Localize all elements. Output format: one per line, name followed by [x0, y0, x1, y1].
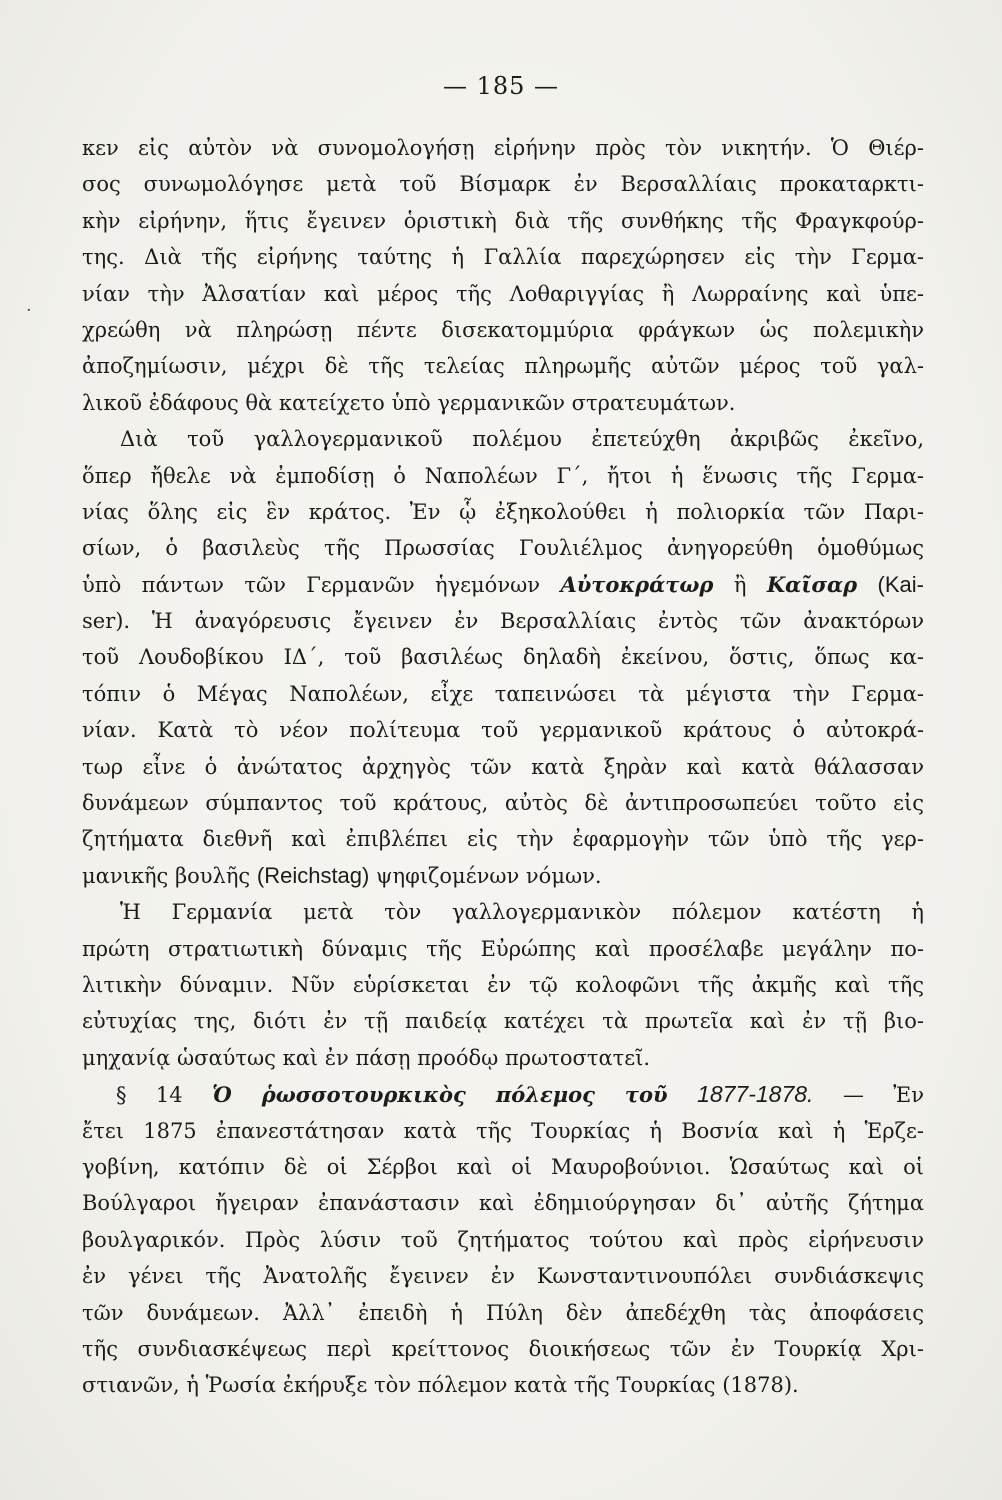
text-line: τῶν δυνάμεων. Ἀλλ᾿ ἐπειδὴ ἡ Πύλη δὲν ἀπεδέχθη τὰς ἀποφάσεις — [82, 1300, 924, 1325]
text-line: ζητήματα διεθνῆ καὶ ἐπιβλέπει εἰς τὴν ἐφαρμογὴν τῶν ὑπὸ τῆς γερ- — [82, 827, 924, 852]
text-line: βουλγαρικόν. Πρὸς λύσιν τοῦ ζητήματος τούτου καὶ πρὸς εἰρήνευσιν — [82, 1227, 924, 1252]
text-run: — Ἐν — [842, 1083, 924, 1108]
text-run: ψηφιζομένων νόμων. — [376, 863, 602, 888]
section-number: § 14 — [116, 1083, 183, 1108]
text-line: τῆς συνδιασκέψεως περὶ κρείττονος διοικήσεως τῶν ἐν Τουρκίᾳ Χρι- — [82, 1336, 924, 1361]
text-line: νίαν τὴν Ἀλσατίαν καὶ μέρος τῆς Λοθαριγγίας ἢ Λωρραίνης καὶ ὑπε- — [82, 281, 924, 306]
section-years: 1877-1878. — [697, 1081, 814, 1108]
text-line: της. Διὰ τῆς εἰρήνης ταύτης ἡ Γαλλία παρεχώρησεν εἰς τὴν Γερμα- — [82, 245, 924, 270]
text-line: χρεώθη νὰ πληρώσῃ πέντε δισεκατομμύρια φράγκων ὡς πολεμικὴν — [82, 317, 924, 342]
section-heading — [82, 1076, 924, 1112]
text-line: Βούλγαροι ἤγειραν ἐπανάστασιν καὶ ἐδημιούργησαν δι᾿ αὐτῆς ζήτημα — [82, 1191, 924, 1216]
text-line: στιανῶν, ἡ Ῥωσία ἐκήρυξε τὸν πόλεμον κατὰ τῆς Τουρκίας (1878). — [82, 1373, 799, 1398]
text-line: κεν εἰς αὐτὸν νὰ συνομολογήσῃ εἰρήνην πρὸς τὸν νικητήν. Ὁ Θιέρ- — [82, 136, 924, 160]
text-line: κὴν εἰρήνην, ἥτις ἔγεινεν ὁριστικὴ διὰ τῆς συνθήκης τῆς Φραγκφούρ- — [82, 208, 924, 233]
text-line: λιτικὴν δύναμιν. Νῦν εὑρίσκεται ἐν τῷ κολοφῶνι τῆς ἀκμῆς καὶ τῆς — [82, 972, 924, 997]
text-line: πρώτη στρατιωτικὴ δύναμις τῆς Εὐρώπης καὶ προσέλαβε μεγάλην πο- — [82, 936, 924, 961]
text-line: λικοῦ ἐδάφους θὰ κατείχετο ὑπὸ γερμανικῶν στρατευμάτων. — [82, 390, 736, 415]
text-line: ser). Ἡ ἀναγόρευσις ἔγεινεν ἐν Βερσαλλίαις ἐντὸς τῶν ἀνακτόρων — [82, 609, 924, 634]
text-line: τόπιν ὁ Μέγας Ναπολέων, εἶχε ταπεινώσει τὰ μέγιστα τὴν Γερμα- — [82, 681, 924, 706]
text-line: δυνάμεων σύμπαντος τοῦ κράτους, αὐτὸς δὲ ἀντιπροσωπεύει τοῦτο εἰς — [82, 791, 924, 816]
text-line-mixed — [82, 567, 924, 603]
text-line: νίαν. Κατὰ τὸ νέον πολίτευμα τοῦ γερμανικοῦ κράτους ὁ αὐτοκρά- — [82, 718, 924, 743]
section-title: Ὁ ῥωσσοτουρκικὸς πόλεμος τοῦ — [212, 1082, 668, 1108]
text-line: Διὰ τοῦ γαλλογερμανικοῦ πολέμου ἐπετεύχθη ἀκριβῶς ἐκεῖνο, — [120, 427, 924, 452]
latin-reichstag: (Reichstag) — [256, 862, 370, 888]
text-line: ὅπερ ἤθελε νὰ ἐμποδίσῃ ὁ Ναπολέων Γ΄, ἤτοι ἡ ἕνωσις τῆς Γερμα- — [82, 463, 924, 488]
body-text — [82, 130, 924, 1404]
text-run: μανικῆς βουλῆς — [82, 863, 251, 888]
text-line: μηχανίᾳ ὡσαύτως καὶ ἐν πάσῃ προόδῳ πρωτοστατεῖ. — [82, 1045, 651, 1070]
text-line: γοβίνη, κατόπιν δὲ οἱ Σέρβοι καὶ οἱ Μαυροβούνιοι. Ὡσαύτως καὶ οἱ — [82, 1154, 924, 1179]
page-number: — 185 — — [442, 72, 560, 100]
text-line: ἐν γένει τῆς Ἀνατολῆς ἔγεινεν ἐν Κωνσταντινουπόλει συνδιάσκεψις — [82, 1264, 924, 1289]
text-line: σος συνωμολόγησε μετὰ τοῦ Βίσμαρκ ἐν Βερσαλλίαις προκαταρκτι- — [82, 172, 924, 197]
emphasis-kaisar: Καῖσαρ — [766, 571, 858, 597]
text-line: ἀποζημίωσιν, μέχρι δὲ τῆς τελείας πληρωμῆς αὐτῶν μέρος τοῦ γαλ- — [82, 354, 924, 379]
latin-kaiser: (Kai- — [877, 571, 924, 597]
text-line: τοῦ Λουδοβίκου ΙΔ΄, τοῦ βασιλέως δηλαδὴ ἐκείνου, ὅστις, ὅπως κα- — [82, 645, 924, 670]
text-line: σίων, ὁ βασιλεὺς τῆς Πρωσσίας Γουλιέλμος ἀνηγορεύθη ὁμοθύμως — [82, 536, 924, 561]
text-line: Ἡ Γερμανία μετὰ τὸν γαλλογερμανικὸν πόλεμον κατέστη ἡ — [120, 900, 924, 925]
text-run: ἢ — [733, 572, 747, 597]
text-line: τωρ εἶνε ὁ ἀνώτατος ἀρχηγὸς τῶν κατὰ ξηρὰν καὶ κατὰ θάλασσαν — [82, 754, 924, 779]
margin-dot: · — [26, 300, 32, 321]
text-line-mixed — [82, 858, 924, 894]
text-line: εὐτυχίας της, διότι ἐν τῇ παιδείᾳ κατέχει τὰ πρωτεῖα καὶ ἐν τῇ βιο- — [82, 1009, 924, 1034]
text-run: ὑπὸ πάντων τῶν Γερμανῶν ἡγεμόνων — [82, 572, 540, 597]
text-line: νίας ὅλης εἰς ἓν κράτος. Ἐν ᾧ ἐξηκολούθει ἡ πολιορκία τῶν Παρι- — [82, 499, 924, 524]
emphasis-autokrator: Αὐτοκράτωρ — [560, 571, 714, 597]
text-line: ἔτει 1875 ἐπανεστάτησαν κατὰ τῆς Τουρκίας ἡ Βοσνία καὶ ἡ Ἑρζε- — [82, 1118, 924, 1143]
